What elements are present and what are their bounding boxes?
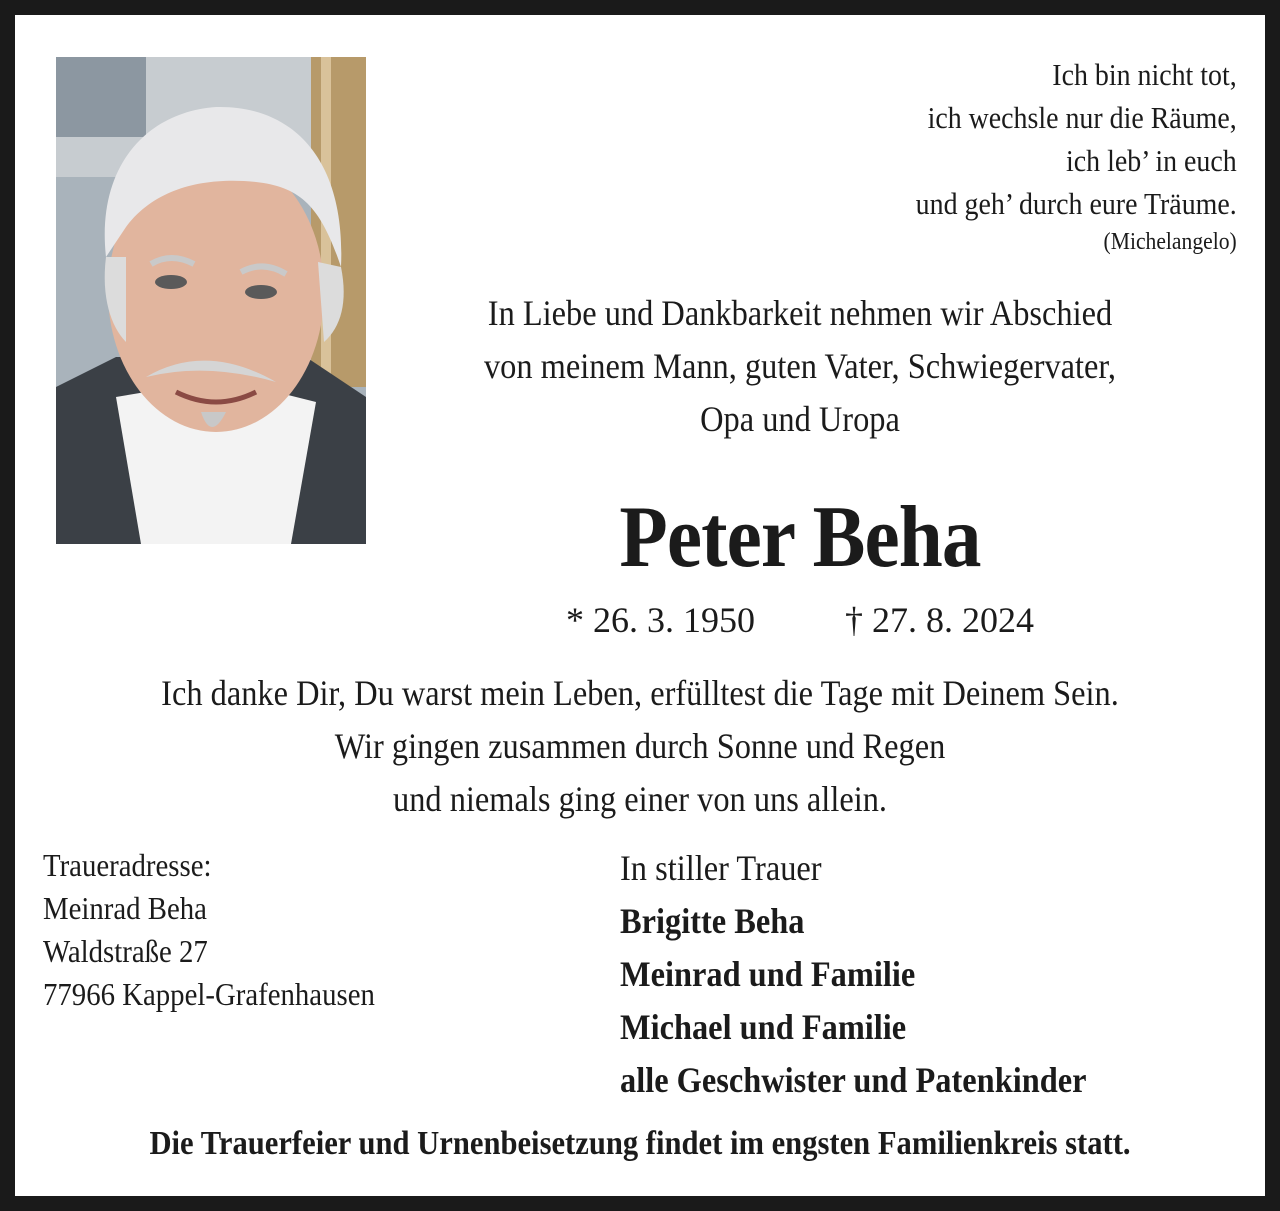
mourning-address [43, 844, 375, 1016]
obituary-notice [15, 15, 1265, 1196]
address-line: 77966 Kappel-Grafenhausen [43, 976, 375, 1012]
mourners-list [620, 842, 1087, 1107]
mourner-name: alle Geschwister und Patenkinder [620, 1060, 1087, 1100]
quote-source: (Michelangelo) [1103, 229, 1237, 255]
funeral-notice: Die Trauerfeier und Urnenbeisetzung findet im engsten Familienkreis statt. [149, 1125, 1131, 1162]
mourner-name: Michael und Familie [620, 1007, 907, 1047]
quote-line: Ich bin nicht tot, [1052, 57, 1237, 92]
mourner-name: Meinrad und Familie [620, 954, 916, 994]
poem-line: Wir gingen zusammen durch Sonne und Regen [334, 726, 946, 766]
birth-date: * 26. 3. 1950 [566, 600, 755, 640]
farewell-intro [418, 287, 1183, 446]
intro-line: In Liebe und Dankbarkeit nehmen wir Abschied [487, 293, 1113, 333]
poem-line: und niemals ging einer von uns allein. [392, 779, 888, 819]
quote-line: ich leb’ in euch [1066, 143, 1237, 178]
quote-line: ich wechsle nur die Räume, [927, 100, 1237, 135]
mourner-name: Brigitte Beha [620, 901, 805, 941]
address-line: Waldstraße 27 [43, 933, 208, 969]
mourners-lead: In stiller Trauer [620, 848, 822, 888]
portrait-photo [56, 57, 366, 544]
death-date: † 27. 8. 2024 [845, 600, 1034, 640]
intro-line: Opa und Uropa [700, 399, 900, 439]
life-dates [375, 598, 1225, 642]
michelangelo-quote [916, 53, 1237, 259]
dedication-poem [78, 667, 1203, 826]
address-line: Traueradresse: [43, 847, 212, 883]
deceased-name: Peter Beha [619, 489, 981, 586]
quote-line: und geh’ durch eure Träume. [915, 186, 1237, 221]
intro-line: von meinem Mann, guten Vater, Schwiegervater, [483, 346, 1117, 386]
address-line: Meinrad Beha [43, 890, 207, 926]
poem-line: Ich danke Dir, Du warst mein Leben, erfülltest die Tage mit Deinem Sein. [161, 673, 1119, 713]
